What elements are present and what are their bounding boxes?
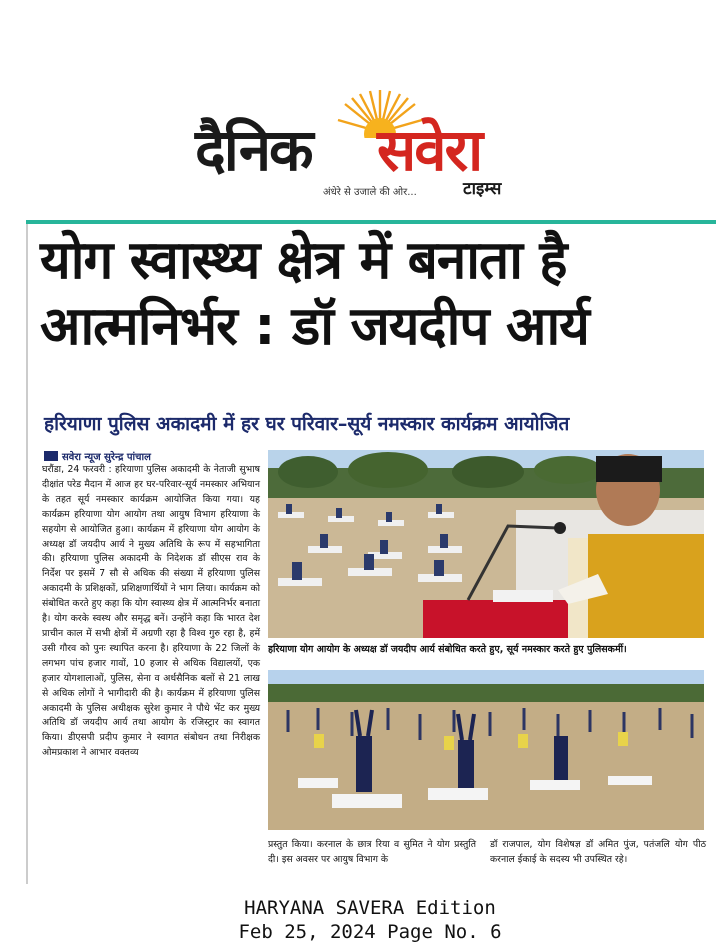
photo-speaker-and-field (268, 450, 704, 638)
article-continuation-col3: डॉ राजपाल, योग विशेषज्ञ डॉ अमित पुंज, पतंजलि योग पीठ करनाल ईकाई के सदस्य भी उपस्थित रहे। (490, 839, 706, 865)
byline: सवेरा न्यूज सुरेन्द्र पांचाल (62, 452, 151, 463)
byline-marker-icon (44, 451, 58, 461)
article-body: घरौंडा, 24 फरवरी : हरियाणा पुलिस अकादमी के नेताजी सुभाष दीक्षांत परेड मैदान में आज हर घर-परिवार-सूर्य नमस्कार अभियान के तहत सूर्य नमस्कार कार्यक्रम आयोजित किया गया। यह कार्यक्रम हरियाणा योग आयोग तथा आयुष विभाग हरियाणा के सहयोग से आयोजित हुआ। कार्यक्रम में हरियाणा योग आयोग के अध्यक्ष डॉ जयदीप आर्य ने मुख्य अतिथि के रूप में सहभागिता की। हरियाणा पुलिस अकादमी के निदेशक डॉ सीएस राव के निर्देश पर इसमें 7 सौ से अधिक की संख्या में हरियाणा पुलिस अकादमी के प्रशिक्षकों, प्रशिक्षणार्थियों ने भाग लिया। कार्यक्रम को संबोधित करते हुए कहा कि योग स्वास्थ्य क्षेत्र में आत्मनिर्भर बनाता है। योग करके स्वस्थ और समृद्ध बनें। उन्होंने कहा कि भारत देश प्राचीन काल में सभी क्षेत्रों में अग्रणी रहा है विश्व गुरु रहा है, हमें उसी गौरव को पुनः स्थापित करना है। हरियाणा के 22 जिलों के लगभग पांच हजार गावों, 10 हजार से अधिक विद्यालयों, एक हजार योगशालाओं, पुलिस, सेना व अर्धसैनिक बलों से 21 लाख से अधिक लोगों ने भागीदारी की है। कार्यक्रम में हरियाणा पुलिस अकादमी के पुलिस अधीक्षक सुरेश कुमार ने पौधे भेंट कर मुख्य अतिथि डॉ जयदीप आर्य तथा आयोग के रजिस्ट्रार का स्वागत किया। डीएसपी प्रदीप कुमार ने स्वागत संबोधन तथा निरीक्षक ओमप्रकाश ने आभार वक्तव्य (42, 464, 260, 759)
logo-savera: सवेरा (377, 116, 482, 184)
edition-date-page: Feb 25, 2024 Page No. 6 (238, 921, 502, 943)
column-rule (26, 224, 28, 884)
subheadline: हरियाणा पुलिस अकादमी में हर घर परिवार–सूर्य नमस्कार कार्यक्रम आयोजित (44, 413, 570, 435)
article-continuation-col2: प्रस्तुत किया। करनाल के छात्र रिया व सुमित ने योग प्रस्तुति दी। इस अवसर पर आयुष विभाग के (268, 839, 476, 865)
headline (40, 228, 710, 360)
headline-line-2: आत्मनिर्भर : डॉ जयदीप आर्य (40, 296, 589, 357)
edition-footer (0, 896, 716, 944)
logo-times: टाइम्स (463, 179, 502, 199)
photo-caption: हरियाणा योग आयोग के अध्यक्ष डॉ जयदीप आर्य संबोधित करते हुए, सूर्य नमस्कार करते हुए पुलिसकर्मी। (268, 644, 627, 655)
masthead (195, 88, 555, 198)
logo-dainik: दैनिक (195, 116, 312, 184)
edition-name: HARYANA SAVERA Edition (244, 897, 496, 919)
accent-rule (26, 220, 716, 224)
masthead-tagline: अंधेरे से उजाले की ओर... (323, 187, 417, 198)
photo-surya-namaskar-group (268, 670, 704, 830)
headline-line-1: योग स्वास्थ्य क्षेत्र में बनाता है (40, 230, 567, 291)
